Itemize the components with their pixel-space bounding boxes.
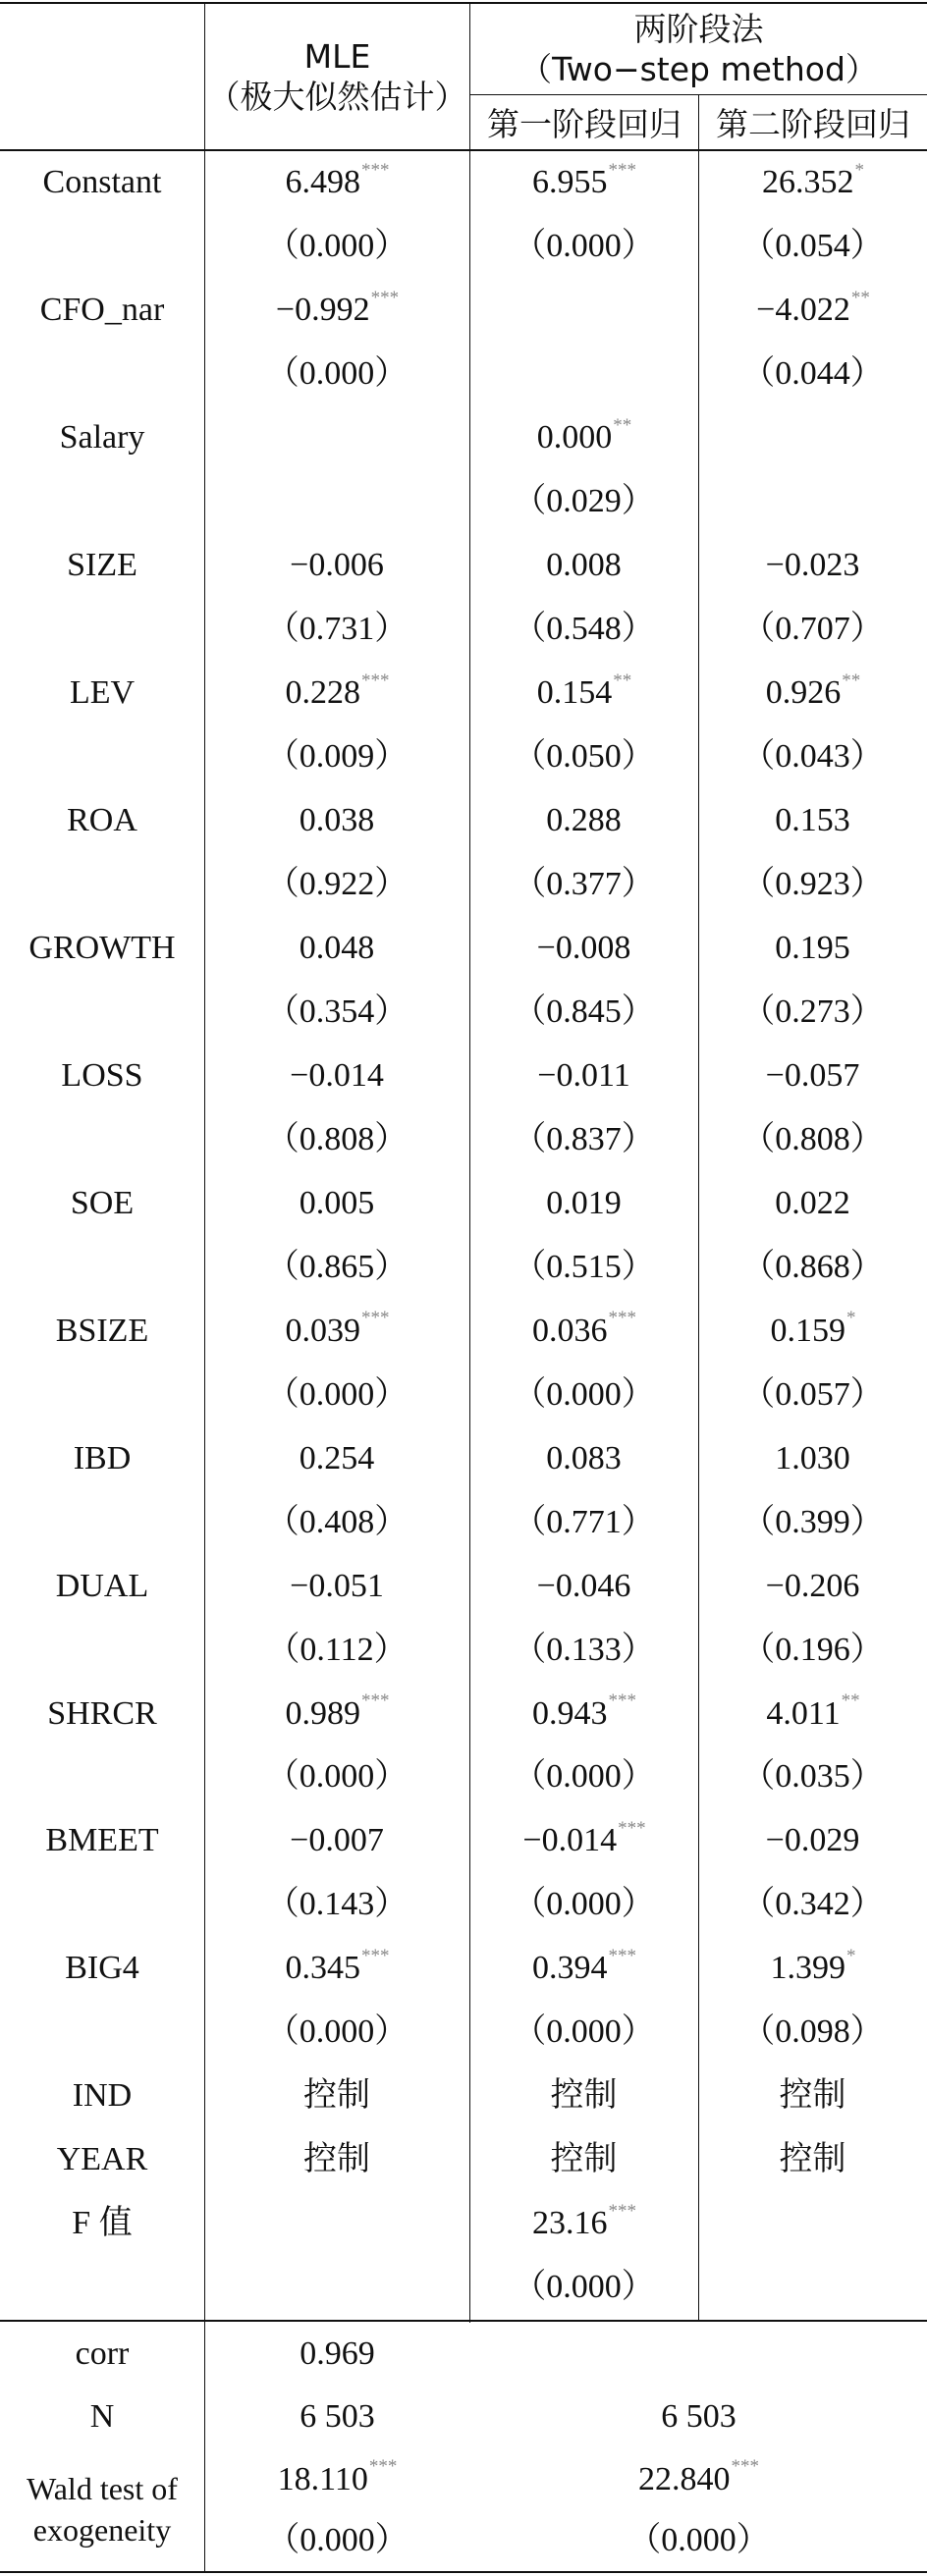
table-cell-s1 [470, 1426, 698, 1490]
cell-value: 控制 [779, 2141, 846, 2178]
cell-value: −0.011 [537, 1056, 630, 1094]
table-cell-mle [205, 1745, 469, 1809]
table-cell-s1 [470, 917, 698, 981]
cell-value: 0.038 [299, 802, 375, 839]
table-cell-mle [205, 853, 469, 917]
table-cell-s2 [699, 1554, 927, 1618]
cell-value: −0.029 [765, 1822, 860, 1859]
header-stage1: 第一阶段回归 [487, 105, 682, 143]
table-cell-mle [205, 1490, 469, 1554]
table-cell-s2 [699, 470, 927, 534]
cell-value: （0.112） [266, 1631, 408, 1668]
row-label: IND [72, 2077, 133, 2115]
cell-value: 0.022 [775, 1184, 850, 1221]
cell-value: （0.707） [741, 611, 884, 648]
table-cell-s2 [699, 1873, 927, 1937]
significance-stars: *** [608, 1308, 636, 1329]
table-cell-s2 [699, 343, 927, 406]
significance-stars: ** [613, 670, 632, 691]
cell-value: 0.005 [299, 1184, 375, 1221]
table-cell-mle [205, 1426, 469, 1490]
row-label [0, 2256, 204, 2320]
cell-value: 0.345 [285, 1950, 360, 1987]
header-two-step [470, 4, 927, 94]
table-cell-s1 [470, 725, 698, 789]
wald-mle-pvalue: （0.000） [266, 2522, 409, 2558]
cell-value: 0.926 [765, 674, 842, 712]
table-cell-s2 [699, 1363, 927, 1426]
table-cell-s1 [470, 1745, 698, 1809]
wald-mle-value: 18.110 [277, 2460, 368, 2497]
significance-stars: *** [608, 2200, 636, 2222]
table-cell-s2 [699, 1618, 927, 1682]
cell-value: 0.943 [532, 1694, 608, 1732]
cell-value: （0.273） [741, 993, 884, 1030]
cell-value: （0.868） [741, 1248, 884, 1285]
table-cell-s2 [699, 534, 927, 598]
table-cell-s2 [699, 789, 927, 853]
cell-value: （0.342） [741, 1886, 884, 1923]
cell-value: 6.955 [532, 164, 608, 201]
significance-stars: *** [361, 1945, 390, 1966]
row-label [0, 1235, 204, 1299]
table-cell-s1 [470, 2128, 698, 2192]
cell-value: （0.043） [741, 738, 884, 776]
significance-stars: ** [613, 414, 632, 436]
row-label: DUAL [55, 1567, 149, 1604]
header-mle [205, 4, 469, 149]
table-cell-s2 [699, 980, 927, 1044]
table-cell-s2 [699, 2001, 927, 2065]
table-cell-s2 [699, 1745, 927, 1809]
table-cell-s1 [470, 789, 698, 853]
cell-value: 控制 [779, 2077, 846, 2115]
table-cell-s1 [470, 598, 698, 662]
table-cell-s1 [470, 1873, 698, 1937]
cell-value: 控制 [303, 2141, 370, 2178]
significance-stars: *** [608, 1945, 636, 1966]
table-cell-s2 [699, 1682, 927, 1745]
significance-stars: *** [361, 1690, 390, 1711]
cell-value: （0.000） [513, 1758, 655, 1796]
cell-value: （0.000） [513, 228, 655, 265]
wald-two-step [470, 2448, 927, 2510]
table-cell-s1 [470, 2256, 698, 2320]
cell-value: 1.399 [770, 1950, 845, 1987]
table-cell-s1 [470, 2065, 698, 2128]
cell-value: −0.006 [290, 547, 384, 584]
significance-stars: * [846, 1308, 856, 1329]
table-cell-mle [205, 215, 469, 279]
wald-label [0, 2448, 204, 2572]
corr-mle: 0.969 [300, 2335, 375, 2372]
cell-value: 0.008 [546, 547, 622, 584]
table-cell-s2 [699, 1107, 927, 1171]
table-cell-s1 [470, 1107, 698, 1171]
table-cell-mle [205, 2256, 469, 2320]
table-cell-mle [205, 1044, 469, 1107]
cell-value: （0.548） [513, 611, 655, 648]
cell-value: −0.057 [765, 1056, 860, 1094]
table-cell-s1 [470, 406, 698, 470]
wald-two-stars: *** [731, 2456, 759, 2477]
table-cell-s1 [470, 853, 698, 917]
cell-value: （0.399） [741, 1503, 884, 1540]
table-cell-s2 [699, 1299, 927, 1363]
table-cell-s2 [699, 725, 927, 789]
cell-value: （0.000） [265, 355, 409, 393]
row-label: CFO_nar [39, 292, 165, 329]
cell-value: （0.837） [513, 1120, 655, 1157]
significance-stars: *** [618, 1817, 646, 1839]
cell-value: （0.771） [513, 1503, 655, 1540]
cell-value: （0.035） [741, 1758, 884, 1796]
table-cell-mle [205, 789, 469, 853]
table-cell-mle [205, 534, 469, 598]
significance-stars: *** [361, 159, 390, 181]
cell-value: 0.394 [532, 1950, 608, 1987]
table-cell-mle [205, 1171, 469, 1235]
cell-value: 0.048 [299, 929, 375, 966]
wald-mle [205, 2448, 469, 2510]
row-label: SHRCR [47, 1694, 157, 1732]
table-cell-mle [205, 151, 469, 215]
cell-value: （0.098） [741, 2013, 884, 2051]
cell-value: 26.352 [762, 164, 854, 201]
table-cell-mle [205, 470, 469, 534]
cell-value: 0.254 [299, 1439, 375, 1476]
table-cell-s1 [470, 1235, 698, 1299]
cell-value: （0.057） [741, 1375, 884, 1413]
row-label [0, 1490, 204, 1554]
wald-mle-stars: *** [368, 2456, 398, 2477]
table-cell-s2 [699, 2192, 927, 2256]
n-two-step: 6 503 [661, 2398, 736, 2435]
n-mle: 6 503 [300, 2398, 375, 2435]
table-cell-mle [205, 917, 469, 981]
table-cell-s1 [470, 2192, 698, 2256]
table-cell-s1 [470, 215, 698, 279]
table-cell-mle [205, 1299, 469, 1363]
row-label: BMEET [45, 1822, 159, 1859]
table-cell-s1 [470, 1682, 698, 1745]
table-cell-mle [205, 2065, 469, 2128]
cell-value: 0.228 [285, 674, 360, 712]
cell-value: 0.036 [532, 1312, 608, 1349]
cell-value: 0.989 [285, 1694, 360, 1732]
row-label [0, 725, 204, 789]
table-cell-mle [205, 343, 469, 406]
row-label [0, 598, 204, 662]
cell-value: （0.029） [513, 483, 655, 520]
table-cell-s2 [699, 2128, 927, 2192]
table-cell-s2 [699, 662, 927, 725]
row-label: SIZE [67, 547, 137, 584]
significance-stars: *** [361, 670, 390, 691]
row-label: Salary [59, 419, 145, 456]
table-cell-mle [205, 1809, 469, 1873]
row-label: YEAR [56, 2141, 148, 2178]
row-label [0, 215, 204, 279]
cell-value: （0.923） [741, 866, 884, 903]
cell-value: 0.039 [285, 1312, 360, 1349]
wald-two-value: 22.840 [638, 2460, 731, 2497]
significance-stars: *** [608, 1690, 636, 1711]
cell-value: （0.808） [265, 1120, 409, 1157]
cell-value: （0.050） [513, 738, 655, 776]
cell-value: −0.007 [290, 1822, 384, 1859]
cell-value: 0.159 [770, 1312, 845, 1349]
row-label: Constant [42, 164, 162, 201]
table-cell-s2 [699, 406, 927, 470]
table-cell-s1 [470, 534, 698, 598]
cell-value: （0.133） [513, 1631, 655, 1668]
significance-stars: * [846, 1945, 856, 1966]
table-cell-mle [205, 2192, 469, 2256]
row-label [0, 853, 204, 917]
table-cell-mle [205, 1873, 469, 1937]
table-cell-s2 [699, 151, 927, 215]
vrule-mle-footer [469, 2321, 470, 2323]
cell-value: −0.008 [536, 929, 631, 966]
table-cell-s1 [470, 1554, 698, 1618]
cell-value: 0.153 [775, 802, 850, 839]
cell-value: （0.143） [265, 1886, 409, 1923]
wald-label-line2: exogeneity [32, 2512, 172, 2548]
table-cell-mle [205, 980, 469, 1044]
cell-value: （0.000） [513, 2013, 655, 2051]
significance-stars: *** [361, 1308, 390, 1329]
cell-value: （0.922） [265, 866, 409, 903]
n-label: N [89, 2398, 115, 2435]
table-cell-s1 [470, 980, 698, 1044]
cell-value: （0.354） [265, 993, 409, 1030]
table-cell-s1 [470, 470, 698, 534]
cell-value: 控制 [303, 2077, 370, 2115]
cell-value: （0.865） [265, 1248, 409, 1285]
cell-value: 0.154 [536, 674, 613, 712]
table-cell-mle [205, 406, 469, 470]
table-cell-mle [205, 2001, 469, 2065]
cell-value: （0.009） [265, 738, 409, 776]
table-cell-s2 [699, 1235, 927, 1299]
cell-value: −0.014 [522, 1822, 618, 1859]
cell-value: 控制 [550, 2141, 618, 2178]
significance-stars: ** [842, 670, 861, 691]
table-cell-s1 [470, 1299, 698, 1363]
table-cell-mle [205, 1235, 469, 1299]
cell-value: 0.000 [536, 419, 613, 456]
row-label: LOSS [61, 1056, 143, 1094]
table-cell-mle [205, 1937, 469, 2001]
row-label [0, 1745, 204, 1809]
cell-value: 6.498 [285, 164, 360, 201]
table-cell-mle [205, 2128, 469, 2192]
cell-value: −0.051 [290, 1567, 384, 1604]
row-label: BIG4 [65, 1950, 139, 1987]
row-label: LEV [69, 674, 136, 712]
cell-value: （0.000） [265, 228, 409, 265]
table-cell-s2 [699, 2256, 927, 2320]
row-label [0, 343, 204, 406]
table-cell-s1 [470, 1618, 698, 1682]
row-label [0, 1618, 204, 1682]
table-cell-s2 [699, 215, 927, 279]
header-two-step-subtitle: （Two−step method） [519, 50, 878, 88]
row-label [0, 470, 204, 534]
cell-value: （0.408） [265, 1503, 409, 1540]
cell-value: −4.022 [756, 292, 850, 329]
table-cell-s2 [699, 1937, 927, 2001]
cell-value: （0.808） [741, 1120, 884, 1157]
table-cell-mle [205, 1363, 469, 1426]
table-cell-s2 [699, 1171, 927, 1235]
table-cell-s2 [699, 2065, 927, 2128]
table-cell-s1 [470, 1363, 698, 1426]
cell-value: 0.288 [546, 802, 622, 839]
table-cell-s1 [470, 343, 698, 406]
row-label: ROA [67, 802, 137, 839]
table-cell-s1 [470, 662, 698, 725]
header-mle-subtitle: （极大似然估计） [207, 78, 467, 116]
significance-stars: ** [850, 287, 870, 308]
table-cell-s1 [470, 1171, 698, 1235]
cell-value: （0.731） [265, 611, 409, 648]
cell-value: （0.377） [513, 866, 655, 903]
row-label [0, 1873, 204, 1937]
cell-value: 0.019 [546, 1184, 622, 1221]
cell-value: −0.206 [765, 1567, 860, 1604]
cell-value: （0.845） [513, 993, 655, 1030]
table-cell-s2 [699, 1426, 927, 1490]
table-cell-s2 [699, 279, 927, 343]
cell-value: （0.000） [513, 1886, 655, 1923]
cell-value: −0.023 [765, 547, 860, 584]
table-cell-s1 [470, 1490, 698, 1554]
cell-value: （0.000） [265, 1375, 409, 1413]
cell-value: （0.000） [513, 1375, 655, 1413]
table-cell-mle [205, 662, 469, 725]
table-cell-mle [205, 279, 469, 343]
cell-value: （0.044） [741, 355, 884, 393]
table-cell-s1 [470, 151, 698, 215]
rule-before-footer [0, 2320, 927, 2322]
cell-value: （0.000） [513, 2269, 655, 2306]
cell-value: −0.992 [275, 292, 370, 329]
table-cell-s2 [699, 1490, 927, 1554]
row-label: IBD [73, 1439, 132, 1476]
table-cell-s1 [470, 2001, 698, 2065]
significance-stars: * [854, 159, 864, 181]
significance-stars: *** [370, 287, 400, 308]
header-mle-title: MLE [303, 36, 371, 76]
table-cell-s1 [470, 279, 698, 343]
table-cell-mle [205, 1682, 469, 1745]
row-label [0, 980, 204, 1044]
table-cell-mle [205, 1107, 469, 1171]
table-cell-mle [205, 598, 469, 662]
row-label: BSIZE [55, 1312, 149, 1349]
row-label [0, 1107, 204, 1171]
significance-stars: *** [608, 159, 636, 181]
cell-value: 0.195 [775, 929, 850, 966]
row-label: F 值 [72, 2205, 133, 2242]
table-cell-s1 [470, 1809, 698, 1873]
cell-value: （0.000） [265, 2013, 409, 2051]
table-cell-s2 [699, 598, 927, 662]
table-cell-mle [205, 1554, 469, 1618]
row-label [0, 2001, 204, 2065]
cell-value: 控制 [550, 2077, 618, 2115]
wald-two-pvalue: （0.000） [627, 2522, 770, 2558]
cell-value: （0.196） [741, 1631, 884, 1668]
cell-value: 1.030 [775, 1439, 850, 1476]
table-cell-s1 [470, 1937, 698, 2001]
table-cell-s2 [699, 917, 927, 981]
table-cell-s1 [470, 1044, 698, 1107]
corr-label: corr [75, 2335, 130, 2372]
cell-value: （0.000） [265, 1758, 409, 1796]
table-cell-s2 [699, 853, 927, 917]
row-label: GROWTH [28, 929, 176, 966]
table-cell-s2 [699, 1044, 927, 1107]
row-label [0, 1363, 204, 1426]
significance-stars: ** [841, 1690, 860, 1711]
header-two-step-title: 两阶段法 [633, 9, 764, 48]
cell-value: 0.083 [546, 1439, 622, 1476]
table-cell-mle [205, 725, 469, 789]
header-stage2: 第二阶段回归 [716, 105, 910, 143]
cell-value: （0.515） [513, 1248, 655, 1285]
wald-label-line1: Wald test of [27, 2471, 178, 2507]
row-label: SOE [70, 1184, 135, 1221]
cell-value: （0.054） [741, 228, 884, 265]
table-cell-s2 [699, 1809, 927, 1873]
cell-value: −0.046 [536, 1567, 631, 1604]
cell-value: 4.011 [766, 1694, 841, 1732]
cell-value: −0.014 [290, 1056, 384, 1094]
table-cell-mle [205, 1618, 469, 1682]
cell-value: 23.16 [532, 2205, 608, 2242]
